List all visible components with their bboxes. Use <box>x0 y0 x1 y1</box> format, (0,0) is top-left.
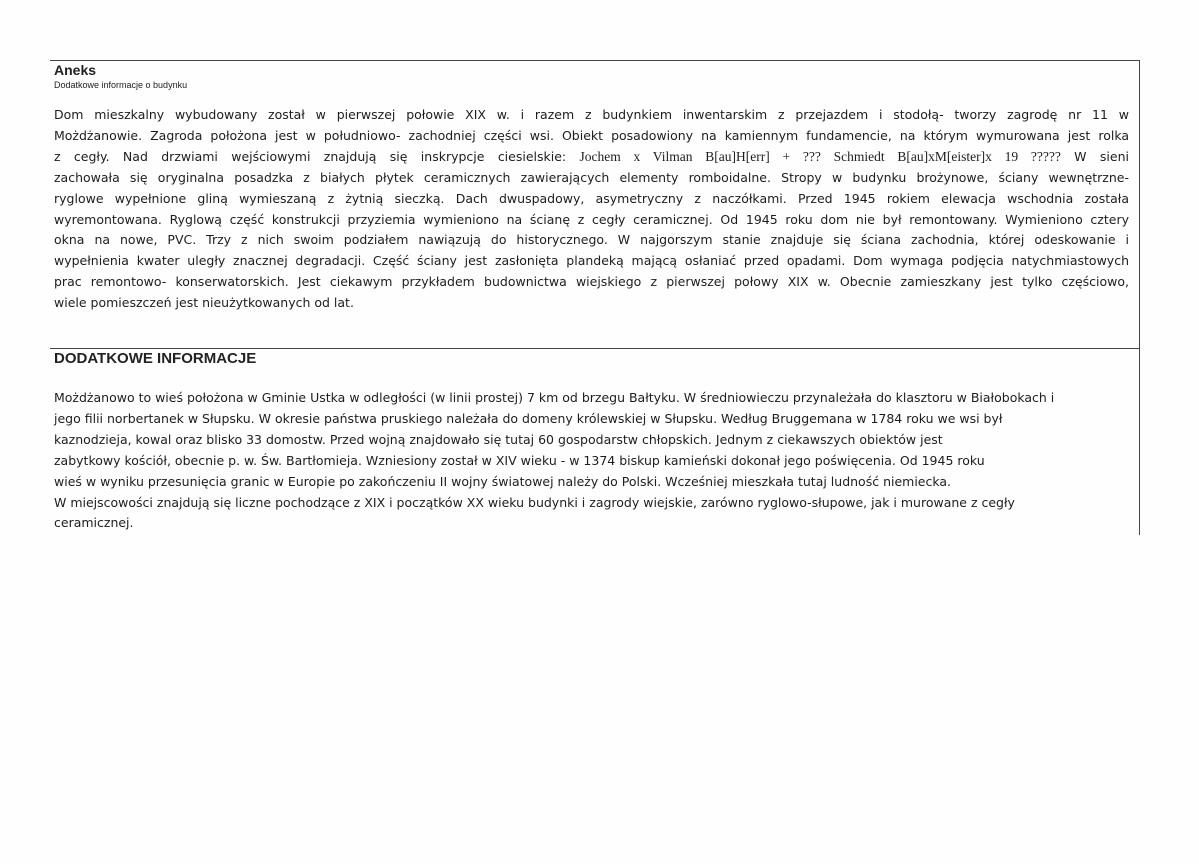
section-divider <box>50 348 1140 349</box>
description-line: Możdżanowie. Zagroda położona jest w południowo- zachodniej części wsi. Obiekt posadowiony na kamiennym fundamencie, na którym wymurowana jest rolka <box>54 127 1129 143</box>
village-description <box>54 388 1134 534</box>
annex-title: Aneks <box>54 62 97 78</box>
description-line: zachowała się oryginalna posadzka z białych płytek ceramicznych zawierających elementy romboidalne. Stropy w budynku brożynowe, ściany wewnętrzne- <box>54 169 1129 185</box>
village-line: W miejscowości znajdują się liczne pochodzące z XIX i początków XX wieku budynki i zagrody wiejskie, zarówno ryglowo-słupowe, jak i murowane z cegły <box>54 494 1015 510</box>
description-line: wypełnienia kwater uległy znacznej degradacji. Część ściany jest zasłonięta plandeką mającą osłaniać przed opadami. Dom wymaga podjęcia natychmiastowych <box>54 253 1129 269</box>
description-line: ryglowe wypełnione gliną wymieszaną z żytnią sieczką. Dach dwuspadowy, asymetryczny z naczółkami. Przed 1945 rokiem elewacja wschodnia została <box>54 190 1129 206</box>
village-line: zabytkowy kościół, obecnie p. w. Św. Bartłomieja. Wzniesiony został w XIV wieku - w 1374 biskup kamieński dokonał jego poświęcenia. Od 1945 roku <box>54 452 985 468</box>
description-line: okna na nowe, PVC. Trzy z nich swoim podziałem nawiązują do historycznego. W najgorszym stanie znajduje się ściana zachodnia, której odeskowanie i <box>54 232 1129 248</box>
description-line: prac remontowo- konserwatorskich. Jest ciekawym przykładem budownictwa wiejskiego z pierwszej połowy XIX w. Obecnie zamieszkany jest tylko częściowo, <box>54 274 1129 290</box>
description-line: z cegły. Nad drzwiami wejściowymi znajdują się inskrypcje ciesielskie: Jochem x Vilman B[au]H[err] + ??? Schmiedt B[au]xM[eister]x 19 ????? W sieni <box>54 148 1129 164</box>
description-line: wyremontowana. Ryglową część konstrukcji przyziemia wymieniono na ścianę z cegły ceramicznej. Od 1945 roku dom nie był remontowany. Wymieniono cztery <box>54 211 1129 227</box>
annex-subtitle: Dodatkowe informacje o budynku <box>54 80 188 90</box>
description-line: wiele pomieszczeń jest nieużytkowanych od lat. <box>54 295 354 311</box>
village-line: ceramicznej. <box>54 515 134 531</box>
village-line: Możdżanowo to wieś położona w Gminie Ustka w odległości (w linii prostej) 7 km od brzegu Bałtyku. W średniowieczu przynależała do klasztoru w Białobokach i <box>54 390 1055 405</box>
description-line: Dom mieszkalny wybudowany został w pierwszej połowie XIX w. i razem z budynkiem inwentarskim z przejazdem i stodołą- tworzy zagrodę nr 11 w <box>54 107 1129 122</box>
carpenter-inscription: Jochem x Vilman B[au]H[err] + ??? Schmiedt B[au]xM[eister]x 19 ????? <box>579 148 1061 164</box>
village-line: kaznodzieja, kowal oraz blisko 33 domostw. Przed wojną znajdowało się tutaj 60 gospodarstw chłopskich. Jednym z ciekawszych obiektów jest <box>54 431 943 447</box>
building-description <box>54 105 1129 314</box>
village-line: wieś w wyniku przesunięcia granic w Europie po zakończeniu II wojny światowej należy do Polski. Wcześniej mieszkała tutaj ludność niemiecka. <box>54 473 952 489</box>
additional-info-title: DODATKOWE INFORMACJE <box>54 350 257 367</box>
village-line: jego filii norbertanek w Słupsku. W okresie państwa pruskiego należała do domeny królewskiej w Słupsku. Według Bruggemana w 1784 roku we wsi był <box>54 410 1003 426</box>
